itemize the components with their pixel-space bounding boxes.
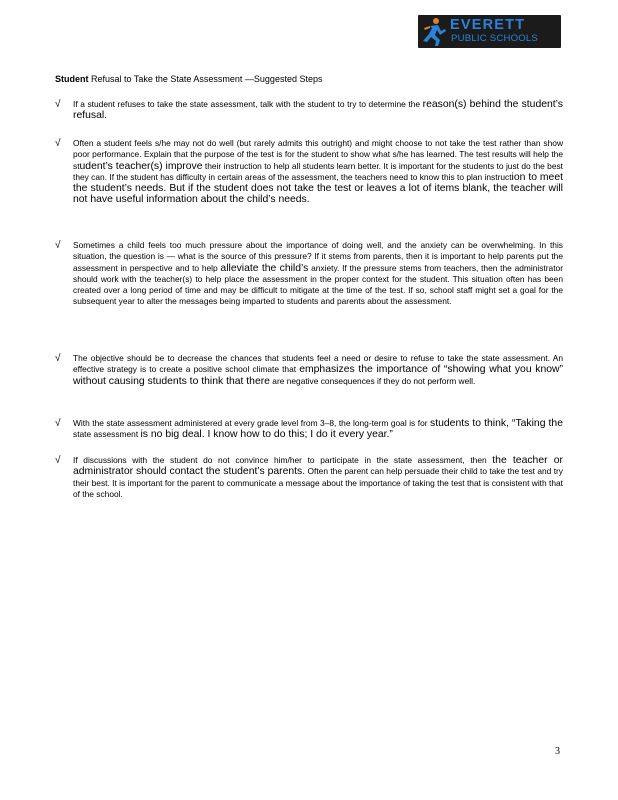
para-1-text: If a student refuses to take the state assessment, talk with the student to try to determine the [73,99,421,109]
district-logo [418,15,561,48]
para-3-text-2: anxiety. If the pressure stems from teachers, then the administrator should work with the teacher(s) to help place the assessment in the proper context for the student. This situation often has been created over a long period of time and may be difficult to mitigate at the time of the test. If so, school staff might set a goal for the subsequent year to alter the messages being imparted to students and parents about the assessment. [73,262,563,307]
step-paragraph-3 [73,240,563,308]
para-2-emphasis: udent’s teacher(s) improve [79,160,203,172]
para-6-text: If discussions with the student do not convince him/her to participate in the state assessment, then [73,455,487,465]
para-5-text-2: state assessment [73,429,139,440]
para-1-emphasis: reason(s) behind the student’s refusal. [73,99,563,122]
para-2-text: Often a student feels s/he may not do well (but rarely admits this outright) and might choose to not take the test rather than show poor performance. Explain that the purpose of the test is for the student to show what s/he has learned. The test results will help the st [73,138,563,171]
page-heading [55,73,322,85]
para-2-text-2: their instruction to help all students learn better. It is important for the students to just do the best they can. If the student has difficulty in certain areas of the assessment, the teachers need to know this to plan instruct [73,160,563,182]
step-paragraph-5 [73,418,563,441]
check-mark-5: √ [55,418,61,429]
heading-rest: Refusal to Take the State Assessment —Suggested Steps [88,74,323,84]
heading-bold: Student [55,74,89,84]
para-4-emphasis: emphasizes the importance of “showing what you know” without causing students to think that there [73,364,564,387]
check-mark-6: √ [55,455,61,466]
para-3-text: Sometimes a child feels too much pressure about the importance of doing well, and the anxiety can be overwhelming. In this situation, the question is — what is the source of this pressure? If it stems from parents, then it is important to help parents put the assessment in perspective and to help [73,240,563,273]
check-mark-3: √ [55,240,61,251]
check-mark-4: √ [55,353,61,364]
check-mark-1: √ [55,99,61,110]
runner-icon [421,16,447,47]
para-6-emphasis: the teacher or administrator should contact the student’s parents. [73,455,564,478]
logo-subtitle: PUBLIC SCHOOLS [451,33,539,44]
page-number: 3 [555,746,560,757]
logo-name: EVERETT [450,17,526,33]
step-paragraph-2 [73,138,563,206]
step-paragraph-1 [73,99,563,122]
para-5-emphasis-2: is no big deal. I know how to do this; I do it every year.” [140,429,393,441]
para-5-text: With the state assessment administered at every grade level from 3–8, the long-term goal is for [73,418,428,428]
para-6-text-2: Often the parent can help persuade their child to take the test and try their best. It is important for the parent to communicate a message about the importance of taking the test that is consistent with that of the school. [73,466,563,499]
para-5-emphasis: students to think, “Taking the [430,418,563,429]
step-paragraph-6 [73,455,563,500]
para-3-emphasis: alleviate the child’s [220,262,309,274]
step-paragraph-4 [73,353,563,387]
para-4-text: The objective should be to decrease the chances that students feel a need or desire to refuse to take the state assessment. An effective strategy is to create a positive school climate that [73,353,563,375]
para-4-text-2: are negative consequences if they do not perform well. [272,375,476,386]
para-2-emphasis-2: ion to meet the student’s needs. But if the student does not take the test or leaves a lot of items blank, the teacher will not have useful information about the child’s needs. [73,171,563,206]
check-mark-2: √ [55,138,61,149]
